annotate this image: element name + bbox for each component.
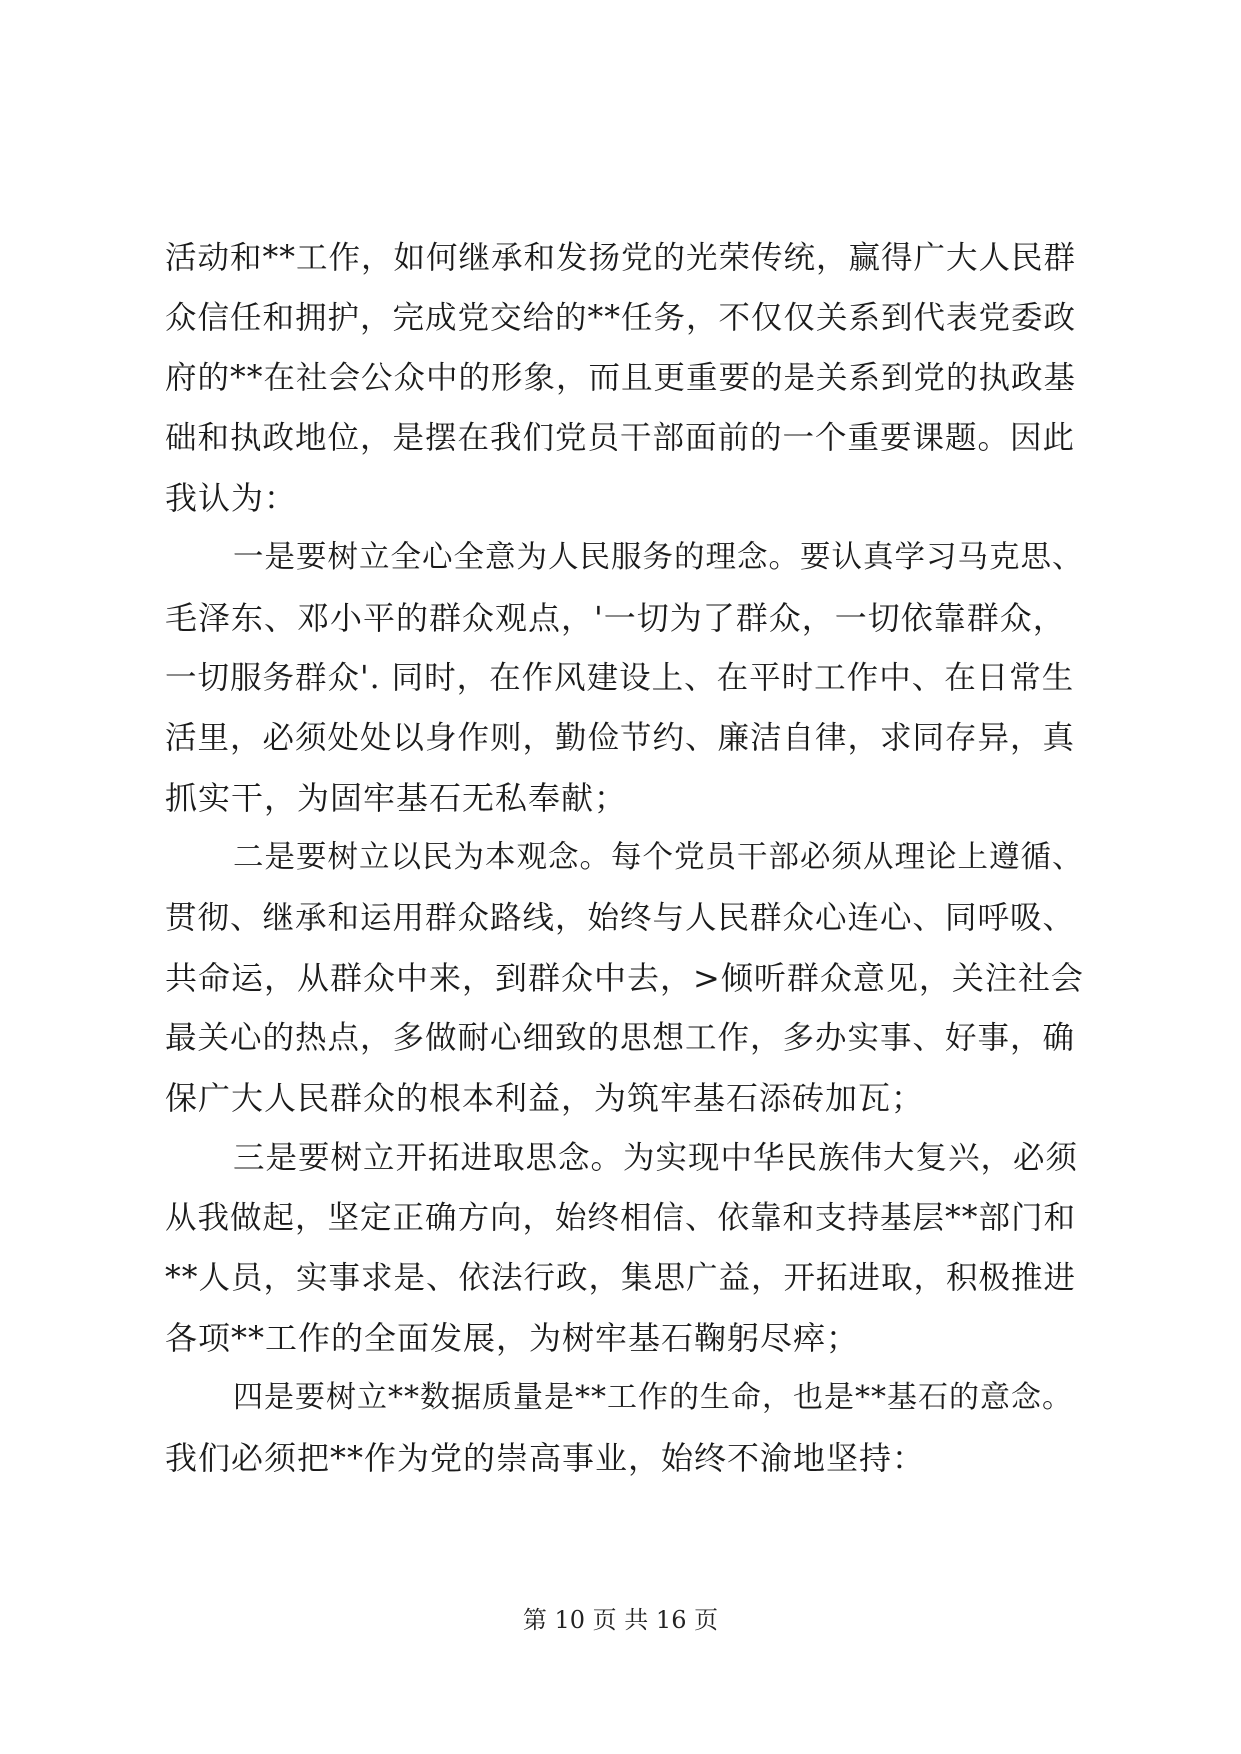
- text-line: 活里，必须处处以身作则，勤俭节约、廉洁自律，求同存异，真: [165, 720, 1076, 756]
- paragraph-first-line: 二是要树立以民为本观念。每个党员干部必须从理论上遵循、: [233, 840, 1084, 875]
- text-line: 贯彻、继承和运用群众路线，始终与人民群众心连心、同呼吸、: [165, 900, 1076, 936]
- paragraph-first-line: 四是要树立**数据质量是**工作的生命，也是**基石的意念。: [233, 1380, 1073, 1415]
- text-line: 础和执政地位，是摆在我们党员干部面前的一个重要课题。因此: [165, 420, 1076, 456]
- paragraph-first-line: 三是要树立开拓进取思念。为实现中华民族伟大复兴，必须: [233, 1140, 1079, 1176]
- text-line: **人员，实事求是、依法行政，集思广益，开拓进取，积极推进: [165, 1260, 1077, 1296]
- document-body: [165, 228, 1085, 1488]
- text-line: 我认为：: [165, 479, 298, 517]
- text-line: 从我做起，坚定正确方向，始终相信、依靠和支持基层**部门和: [165, 1200, 1077, 1236]
- text-line: 活动和**工作，如何继承和发扬党的光荣传统，赢得广大人民群: [165, 240, 1077, 276]
- text-line: 共命运，从群众中来，到群众中去，>倾听群众意见，关注社会: [165, 959, 1084, 997]
- text-line: 保广大人民群众的根本利益，为筑牢基石添砖加瓦；: [165, 1079, 925, 1117]
- text-line: 一切服务群众'. 同时，在作风建设上、在平时工作中、在日常生: [165, 660, 1075, 696]
- text-line: 府的**在社会公众中的形象，而且更重要的是关系到党的执政基: [165, 360, 1077, 396]
- text-line: 最关心的热点，多做耐心细致的思想工作，多办实事、好事，确: [165, 1020, 1076, 1056]
- paragraph-first-line: 一是要树立全心全意为人民服务的理念。要认真学习马克思、: [233, 540, 1084, 575]
- text-line: 各项**工作的全面发展，为树牢基石鞠躬尽瘁；: [165, 1319, 860, 1357]
- text-line: 众信任和拥护，完成党交给的**任务，不仅仅关系到代表党委政: [165, 300, 1077, 336]
- text-line: 我们必须把**作为党的崇高事业，始终不渝地坚持：: [165, 1439, 926, 1477]
- page-footer: 第 10 页 共 16 页: [522, 1606, 719, 1634]
- text-line: 抓实干，为固牢基石无私奉献；: [165, 779, 628, 817]
- text-line: 毛泽东、邓小平的群众观点，'一切为了群众，一切依靠群众，: [165, 599, 1066, 637]
